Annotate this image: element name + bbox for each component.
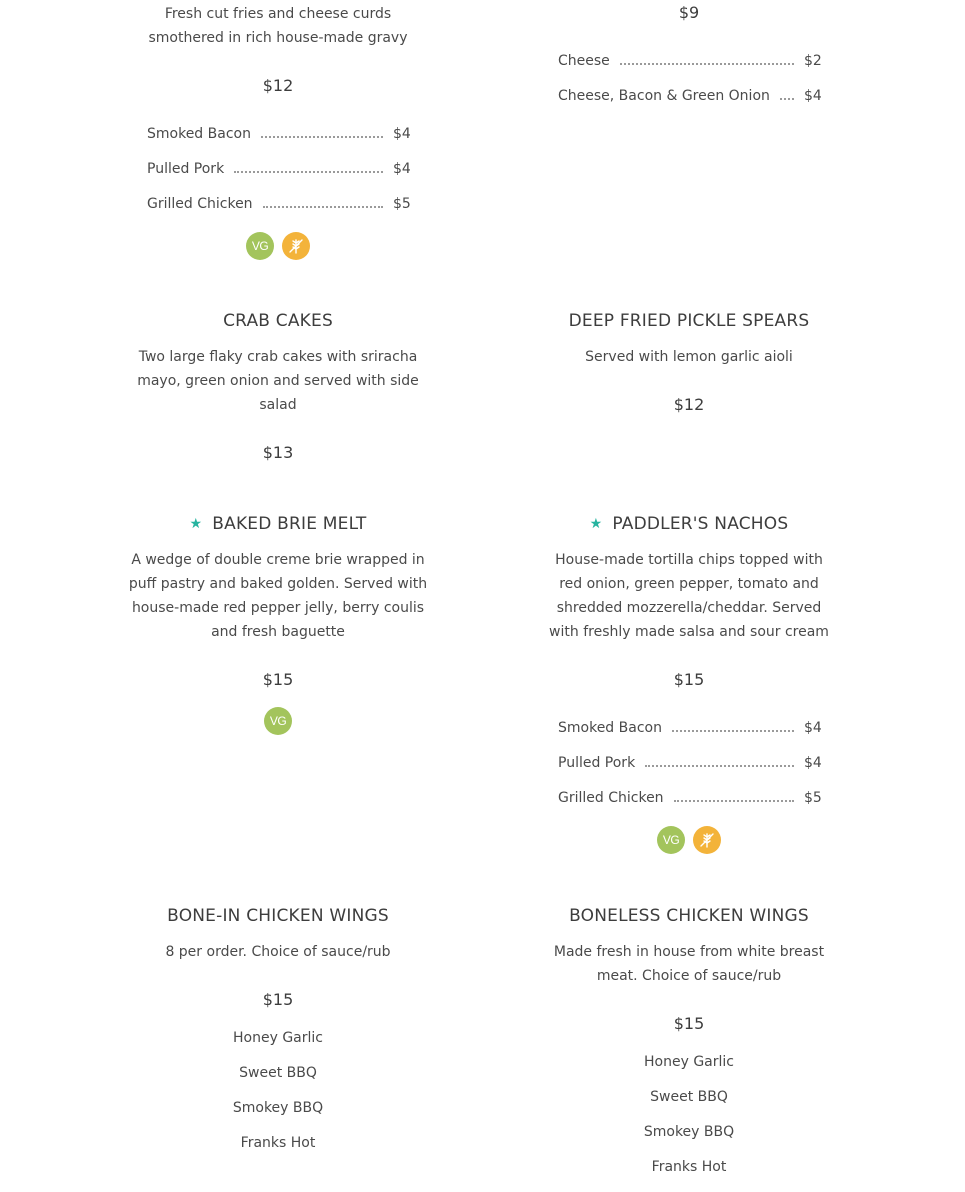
item-description: House-made tortilla chips topped with red onion, green pepper, tomato and shredded mozzerella/cheddar. Served with freshly made salsa and sour cream: [549, 552, 829, 640]
diet-badges: [113, 232, 443, 260]
dot-leader: [263, 206, 383, 208]
addon-list: [558, 709, 820, 814]
vegetarian-icon: VG: [264, 707, 292, 735]
star-icon: ★: [589, 516, 603, 532]
addon-row: [558, 744, 820, 779]
sauce-list: [524, 1052, 854, 1192]
addon-price: $5: [393, 196, 411, 212]
sauce-option: Honey Garlic: [644, 1054, 734, 1070]
menu-item-poutine: [113, 2, 443, 260]
menu-item-baked-brie-melt: [113, 513, 443, 735]
item-price: $13: [262, 443, 294, 462]
item-price: $15: [262, 990, 294, 1009]
item-price: $9: [678, 3, 700, 22]
item-description: Served with lemon garlic aioli: [585, 349, 793, 365]
addon-price: $4: [804, 720, 822, 736]
addon-list: [147, 115, 409, 220]
item-title: BONE-IN CHICKEN WINGS: [167, 906, 389, 926]
item-price: $12: [262, 76, 294, 95]
vegetarian-icon: VG: [657, 826, 685, 854]
item-price: $15: [673, 670, 705, 689]
menu-item-paddlers-nachos: [524, 513, 854, 854]
dot-leader: [780, 98, 794, 100]
addon-name: Grilled Chicken: [558, 790, 664, 806]
sauce-list: [113, 1028, 443, 1168]
item-description: A wedge of double creme brie wrapped in puff pastry and baked golden. Served with house-made red pepper jelly, berry coulis and fresh baguette: [128, 552, 428, 640]
addon-name: Pulled Pork: [558, 755, 636, 771]
menu-item-bone-in-wings: [113, 905, 443, 1168]
menu-item-crab-cakes: [113, 310, 443, 464]
addon-price: $2: [804, 53, 822, 69]
addon-row: [558, 779, 820, 814]
sauce-option: Smokey BBQ: [232, 1100, 324, 1116]
addon-price: $4: [804, 755, 822, 771]
item-description: 8 per order. Choice of sauce/rub: [165, 944, 391, 960]
sauce-option: Sweet BBQ: [650, 1089, 728, 1105]
addon-row: [558, 77, 820, 112]
sauce-option: Sweet BBQ: [239, 1065, 317, 1081]
sauce-option: Franks Hot: [240, 1135, 316, 1151]
addon-price: $5: [804, 790, 822, 806]
addon-row: [558, 709, 820, 744]
addon-name: Cheese, Bacon & Green Onion: [558, 88, 770, 104]
addon-row: [558, 42, 820, 77]
item-title: BONELESS CHICKEN WINGS: [569, 906, 809, 926]
item-description: Fresh cut fries and cheese curds smothered in rich house-made gravy: [148, 6, 408, 46]
item-price: $15: [262, 670, 294, 689]
menu-item-boneless-wings: [524, 905, 854, 1192]
sauce-option: Franks Hot: [651, 1159, 727, 1175]
dot-leader: [645, 765, 794, 767]
item-title: ★ BAKED BRIE MELT: [189, 514, 367, 534]
diet-badges: [524, 826, 854, 854]
addon-name: Grilled Chicken: [147, 196, 253, 212]
addon-name: Smoked Bacon: [558, 720, 662, 736]
addon-price: $4: [393, 161, 411, 177]
item-title: CRAB CAKES: [223, 311, 333, 331]
addon-list: [558, 42, 820, 112]
item-description: Made fresh in house from white breast meat. Choice of sauce/rub: [553, 944, 825, 984]
addon-row: [147, 150, 409, 185]
addon-name: Smoked Bacon: [147, 126, 251, 142]
addon-row: [147, 115, 409, 150]
star-icon: ★: [189, 516, 203, 532]
item-price: $15: [673, 1014, 705, 1033]
dot-leader: [620, 63, 794, 65]
item-price: $12: [673, 395, 705, 414]
menu-item-fries: [524, 2, 854, 112]
item-description: Two large flaky crab cakes with sriracha mayo, green onion and served with side salad: [137, 349, 419, 413]
gluten-free-icon: [282, 232, 310, 260]
item-title: ★ PADDLER'S NACHOS: [589, 514, 789, 534]
dot-leader: [234, 171, 383, 173]
gluten-free-icon: [693, 826, 721, 854]
sauce-option: Smokey BBQ: [643, 1124, 735, 1140]
diet-badges: [113, 707, 443, 735]
addon-price: $4: [393, 126, 411, 142]
item-title: DEEP FRIED PICKLE SPEARS: [568, 311, 810, 331]
sauce-option: Honey Garlic: [233, 1030, 323, 1046]
dot-leader: [261, 136, 383, 138]
dot-leader: [674, 800, 794, 802]
vegetarian-icon: VG: [246, 232, 274, 260]
addon-name: Cheese: [558, 53, 610, 69]
addon-name: Pulled Pork: [147, 161, 225, 177]
dot-leader: [672, 730, 794, 732]
addon-price: $4: [804, 88, 822, 104]
addon-row: [147, 185, 409, 220]
menu-item-pickle-spears: [524, 310, 854, 416]
